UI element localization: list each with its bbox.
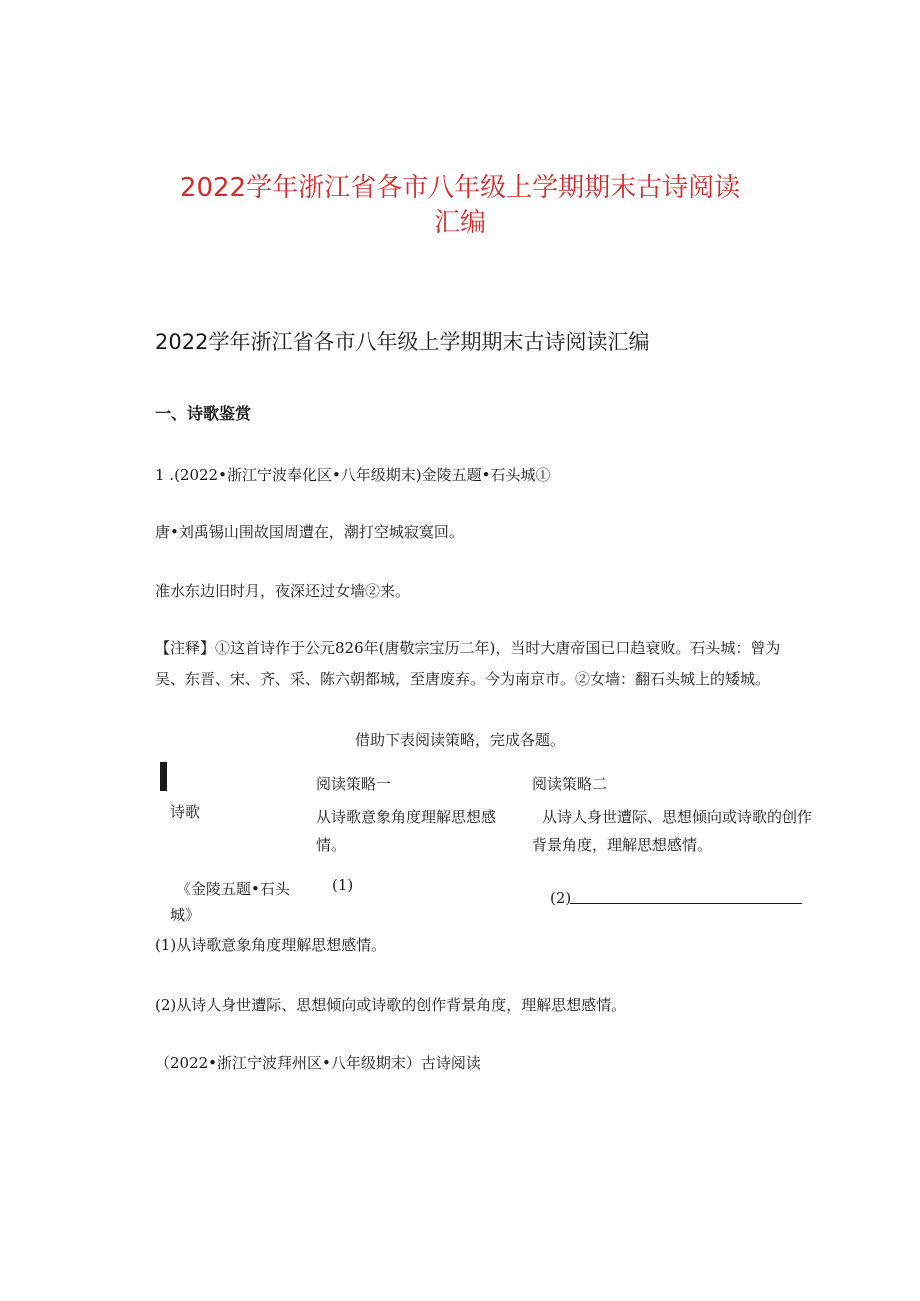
table-poem-name-line2: 城》: [170, 906, 201, 924]
main-title-line1: 2022学年浙江省各市八年级上学期期末古诗阅读: [179, 173, 741, 203]
poem-line-1: 唐•刘禹锡山围故国周遭在，潮打空城寂寞回。: [155, 523, 464, 541]
subtitle: 2022学年浙江省各市八年级上学期期末古诗阅读汇编: [155, 330, 650, 354]
note-line-2: 吴、东晋、宋、齐、采、陈六朝都城，至唐废弃。今为南京市。②女墙：翻石头城上的矮城。: [155, 670, 771, 688]
table-blank-2: (2): [550, 889, 572, 907]
section-heading: 一、诗歌鉴赏: [155, 404, 252, 423]
table-col1-desc-line1: 从诗歌意象角度理解思想感: [316, 808, 497, 826]
answer-blank-line: [570, 903, 802, 904]
table-col2-desc-line2: 背景角度，理解思想感情。: [532, 836, 713, 854]
main-title-line2: 汇编: [433, 208, 486, 238]
table-blank-1: (1): [332, 876, 354, 894]
question1-heading: 1 .(2022•浙江宁波奉化区•八年级期末)金陵五题•石头城①: [155, 466, 551, 484]
poem-line-2: 准水东边旧时月，夜深还过女墙②来。: [155, 582, 411, 600]
question2-heading: （2022•浙江宁波拜州区•八年级期末）古诗阅读: [155, 1054, 481, 1072]
instruction: 借助下表阅读策略，完成各题。: [354, 731, 565, 749]
answer-1: (1)从诗歌意象角度理解思想感情。: [155, 936, 387, 954]
note-line-1: 【注释】①这首诗作于公元826年(唐敬宗宝历二年)，当时大唐帝国已口趋衰败。石头城：曾为: [155, 639, 781, 657]
table-marker: [160, 762, 167, 791]
table-col2-desc-line1: 从诗人身世遭际、思想倾向或诗歌的创作: [542, 808, 813, 826]
table-poem-name-line1: 《金陵五题•石头: [176, 880, 290, 898]
table-col1-header: 阅读策略一: [316, 775, 392, 793]
answer-2: (2)从诗人身世遭际、思想倾向或诗歌的创作背景角度，理解思想感情。: [155, 996, 627, 1014]
table-row-header: 诗歌: [170, 803, 201, 821]
table-col2-header: 阅读策略二: [532, 775, 608, 793]
table-col1-desc-line2: 情。: [316, 836, 347, 854]
